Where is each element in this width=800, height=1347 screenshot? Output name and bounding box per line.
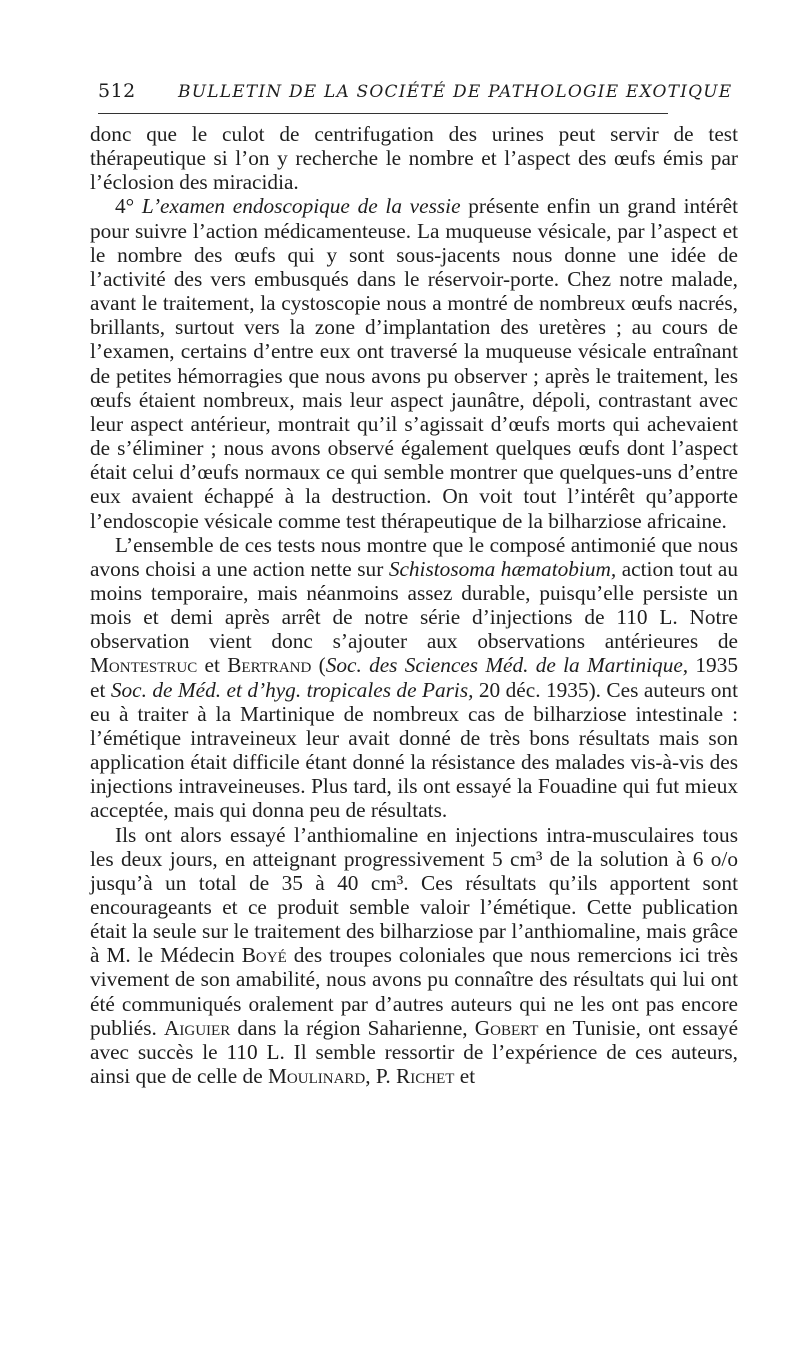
reference-paris: Soc. de Méd. et d’hyg. tropicales de Paris, [110,677,474,702]
author-bertrand: Bertrand [227,653,312,678]
running-head [98,80,733,106]
paragraph-3-year: 1935 et [90,653,738,702]
header-rule [98,113,668,114]
paragraph-4-text-e: , P. [365,1064,397,1089]
paragraph-3-paren: ( [311,653,326,678]
journal-title: BULLETIN DE LA SOCIÉTÉ DE PATHOLOGIE EXOTIQUE [178,82,733,102]
paragraph-3-text-c: 20 déc. 1935). Ces auteurs ont eu à traiter à la Martinique de nombreux cas de bilharziose intestinale : l’émétique intraveineux leur avait donné de très bons résultats mais son application était difficile étant donné la résistance des malades vis-à-vis des injections intraveineuses. Plus tard, ils ont essayé la Fouadine qui fut mieux acceptée, mais qui donna peu de résultats. [90,677,738,823]
paragraph-4-text-b: des troupes coloniales que nous remercions ici très vivement de son amabilité, nous avons pu connaître des résultats qui lui ont été communiqués oralement par d’autres auteurs qui ne les ont pas encore publiés. [90,943,739,1040]
author-richet: Richet [396,1064,455,1089]
paragraph-1-text: donc que le culot de centrifugation des urines peut servir de test thérapeutique si l’on y recherche le nombre et l’aspect des œufs émis par l’éclosion des miracidia. [90,122,738,195]
paragraph-3 [90,533,738,823]
paragraph-2-text: présente enfin un grand intérêt pour suivre l’action médicamenteuse. La muqueuse vésicale, par l’aspect et le nombre des œufs qui y sont sous-jacents nous donne une idée de l’activité des vers embusqués dans le réservoir-porte. Chez notre malade, avant le traitement, la cystoscopie nous a montré de nombreux œufs nacrés, brillants, surtout vers la zone d’implantation des uretères ; au cours de l’examen, certains d’entre eux ont traversé la muqueuse vésicale entraînant de petites hémorragies que nous avons pu observer ; après le traitement, les œufs étaient nombreux, mais leur aspect jaunâtre, dépoli, contrastant avec leur aspect antérieur, montrait qu’il s’agissait d’œufs morts qui achevaient de s’éliminer ; nous avons observé également quelques œufs dont l’aspect était celui d’œufs normaux ce qui semble montrer que quelques-uns d’entre eux avaient échappé à la destruction. On voit tout l’intérêt qu’apporte l’endoscopie vésicale comme test thérapeutique de la bilharziose africaine. [90,194,738,533]
paragraph-1 [90,122,738,194]
author-aiguier: Aiguier [164,1015,231,1040]
author-montestruc: Montestruc [90,653,198,678]
paragraph-2 [90,194,738,532]
paragraph-3-text-a: L’ensemble de ces tests nous montre que le composé antimonié que nous avons choisi a une action nette sur [90,532,738,581]
paragraph-4 [90,823,738,1089]
section-number: 4° [115,194,142,219]
page-number: 512 [98,80,136,102]
paragraph-4-text-f: et [454,1064,476,1089]
author-boye: Boyé [241,943,287,968]
paragraph-3-and: et [197,653,228,678]
section-heading: L’examen endoscopique de la vessie [141,194,461,219]
paragraph-3-text-b: action tout au moins temporaire, mais néanmoins assez durable, puisqu’elle persiste un mois et demi après arrêt de notre série d’injections de 110 L. Notre observation vient donc s’ajouter aux observations antérieures de [90,556,738,654]
reference-martinique: Soc. des Sciences Méd. de la Martinique, [325,653,689,678]
paragraph-4-text-c: dans la région Saharienne, [230,1015,475,1040]
article-body [90,122,738,1088]
species-name: Schistosoma hæmatobium, [388,556,617,581]
author-gobert: Gobert [474,1015,539,1040]
paragraph-4-text-d: en Tunisie, ont essayé avec succès le 110 L. Il semble ressortir de l’expérience de ces auteurs, ainsi que de celle de [90,1015,739,1089]
paragraph-4-text-a: Ils ont alors essayé l’anthiomaline en injections intra-musculaires tous les deux jours, en atteignant progressivement 5 cm³ de la solution à 6 o/o jusqu’à un total de 35 à 40 cm³. Ces résultats qu’ils apportent sont encourageants et ce produit semble valoir l’émétique. Cette publication était la seule sur le traitement des bilharziose par l’anthiomaline, mais grâce à M. le Médecin [90,822,738,968]
author-moulinard: Moulinard [268,1064,366,1089]
